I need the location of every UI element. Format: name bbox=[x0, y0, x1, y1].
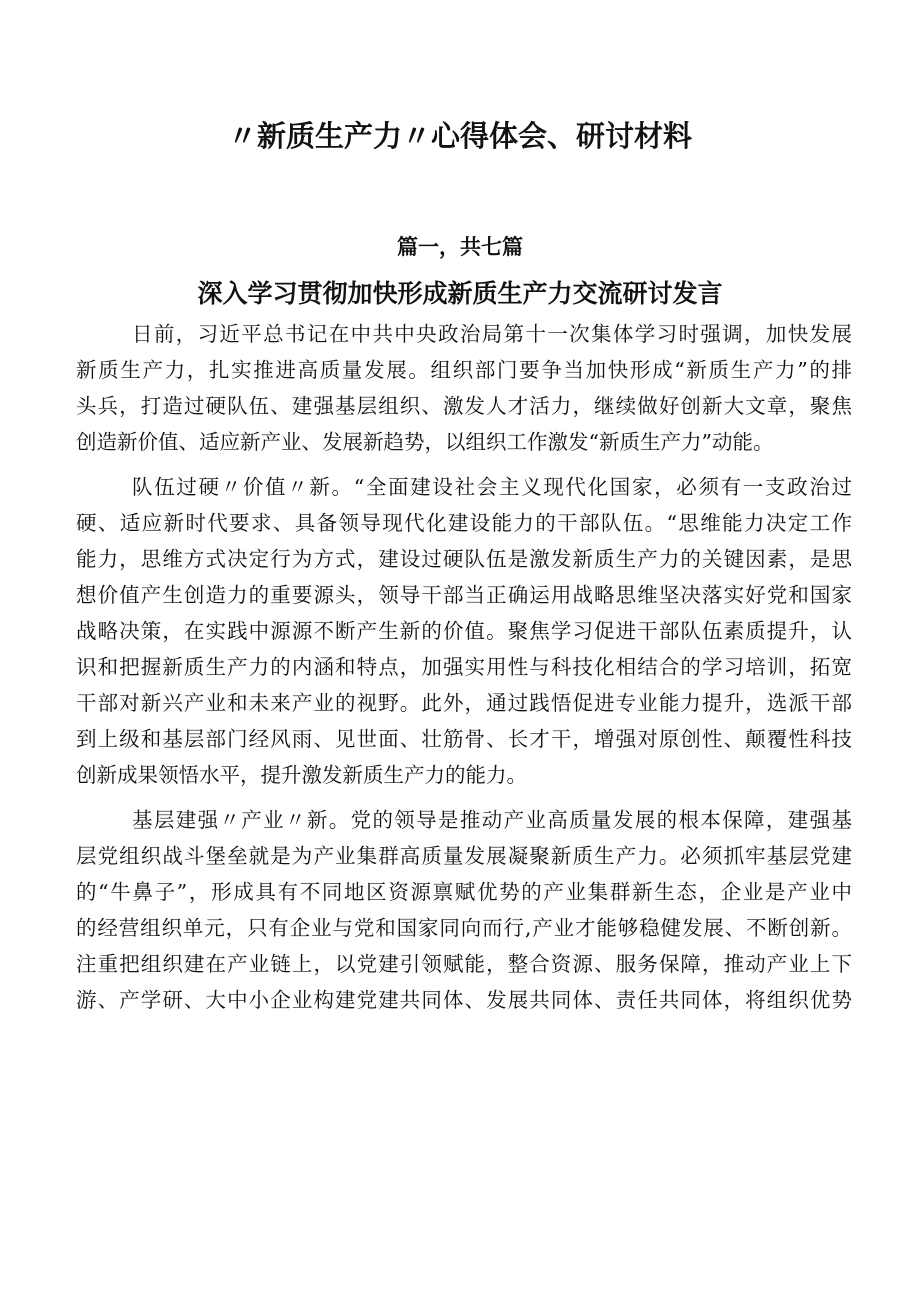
text-line: 创造新价值、适应新产业、发展新趋势，以组织工作激发“新质生产力”动能。 bbox=[76, 430, 774, 454]
text-line: 层党组织战斗堡垒就是为产业集群高质量发展凝聚新质生产力。必须抓牢基层党建 bbox=[76, 844, 852, 868]
text-line: 日前，习近平总书记在中共中央政治局第十一次集体学习时强调，加快发展 bbox=[132, 322, 852, 346]
document-title: 〃新质生产力〃心得体会、研讨材料 bbox=[227, 119, 692, 153]
section-title: 深入学习贯彻加快形成新质生产力交流研讨发言 bbox=[197, 279, 723, 308]
text-line: 头兵，打造过硬队伍、建强基层组织、激发人才活力，继续做好创新大文章，聚焦 bbox=[76, 394, 852, 418]
text-line: 硬、适应新时代要求、具备领导现代化建设能力的干部队伍。“思维能力决定工作 bbox=[76, 511, 852, 535]
text-line: 游、产学研、大中小企业构建党建共同体、发展共同体、责任共同体，将组织优势 bbox=[76, 988, 852, 1012]
text-line: 识和把握新质生产力的内涵和特点，加强实用性与科技化相结合的学习培训，拓宽 bbox=[76, 655, 852, 679]
body-text bbox=[76, 316, 852, 1018]
text-line: 战略决策，在实践中源源不断产生新的价值。聚焦学习促进干部队伍素质提升，认 bbox=[76, 619, 852, 643]
paragraph bbox=[76, 469, 852, 793]
paragraph bbox=[76, 802, 852, 1018]
text-line: 干部对新兴产业和未来产业的视野。此外，通过践悟促进专业能力提升，选派干部 bbox=[76, 691, 852, 715]
text-line: 能力，思维方式决定行为方式，建设过硬队伍是激发新质生产力的关键因素，是思 bbox=[76, 547, 852, 571]
text-line: 创新成果领悟水平，提升激发新质生产力的能力。 bbox=[76, 763, 527, 787]
text-line: 的经营组织单元，只有企业与党和国家同向而行,产业才能够稳健发展、不断创新。 bbox=[76, 916, 852, 940]
text-line: 到上级和基层部门经风雨、见世面、壮筋骨、长才干，增强对原创性、颠覆性科技 bbox=[76, 727, 852, 751]
paragraph bbox=[76, 316, 852, 460]
text-line: 队伍过硬〃价值〃新。“全面建设社会主义现代化国家，必须有一支政治过 bbox=[132, 475, 852, 499]
section-label: 篇一，共七篇 bbox=[397, 235, 523, 259]
text-line: 新质生产力，扎实推进高质量发展。组织部门要争当加快形成“新质生产力”的排 bbox=[76, 358, 852, 382]
text-line: 想价值产生创造力的重要源头，领导干部当正确运用战略思维坚决落实好党和国家 bbox=[76, 583, 852, 607]
text-line: 的“牛鼻子”，形成具有不同地区资源禀赋优势的产业集群新生态，企业是产业中 bbox=[76, 880, 852, 904]
text-line: 注重把组织建在产业链上，以党建引领赋能，整合资源、服务保障，推动产业上下 bbox=[76, 952, 852, 976]
text-line: 基层建强〃产业〃新。党的领导是推动产业高质量发展的根本保障，建强基 bbox=[132, 808, 852, 832]
